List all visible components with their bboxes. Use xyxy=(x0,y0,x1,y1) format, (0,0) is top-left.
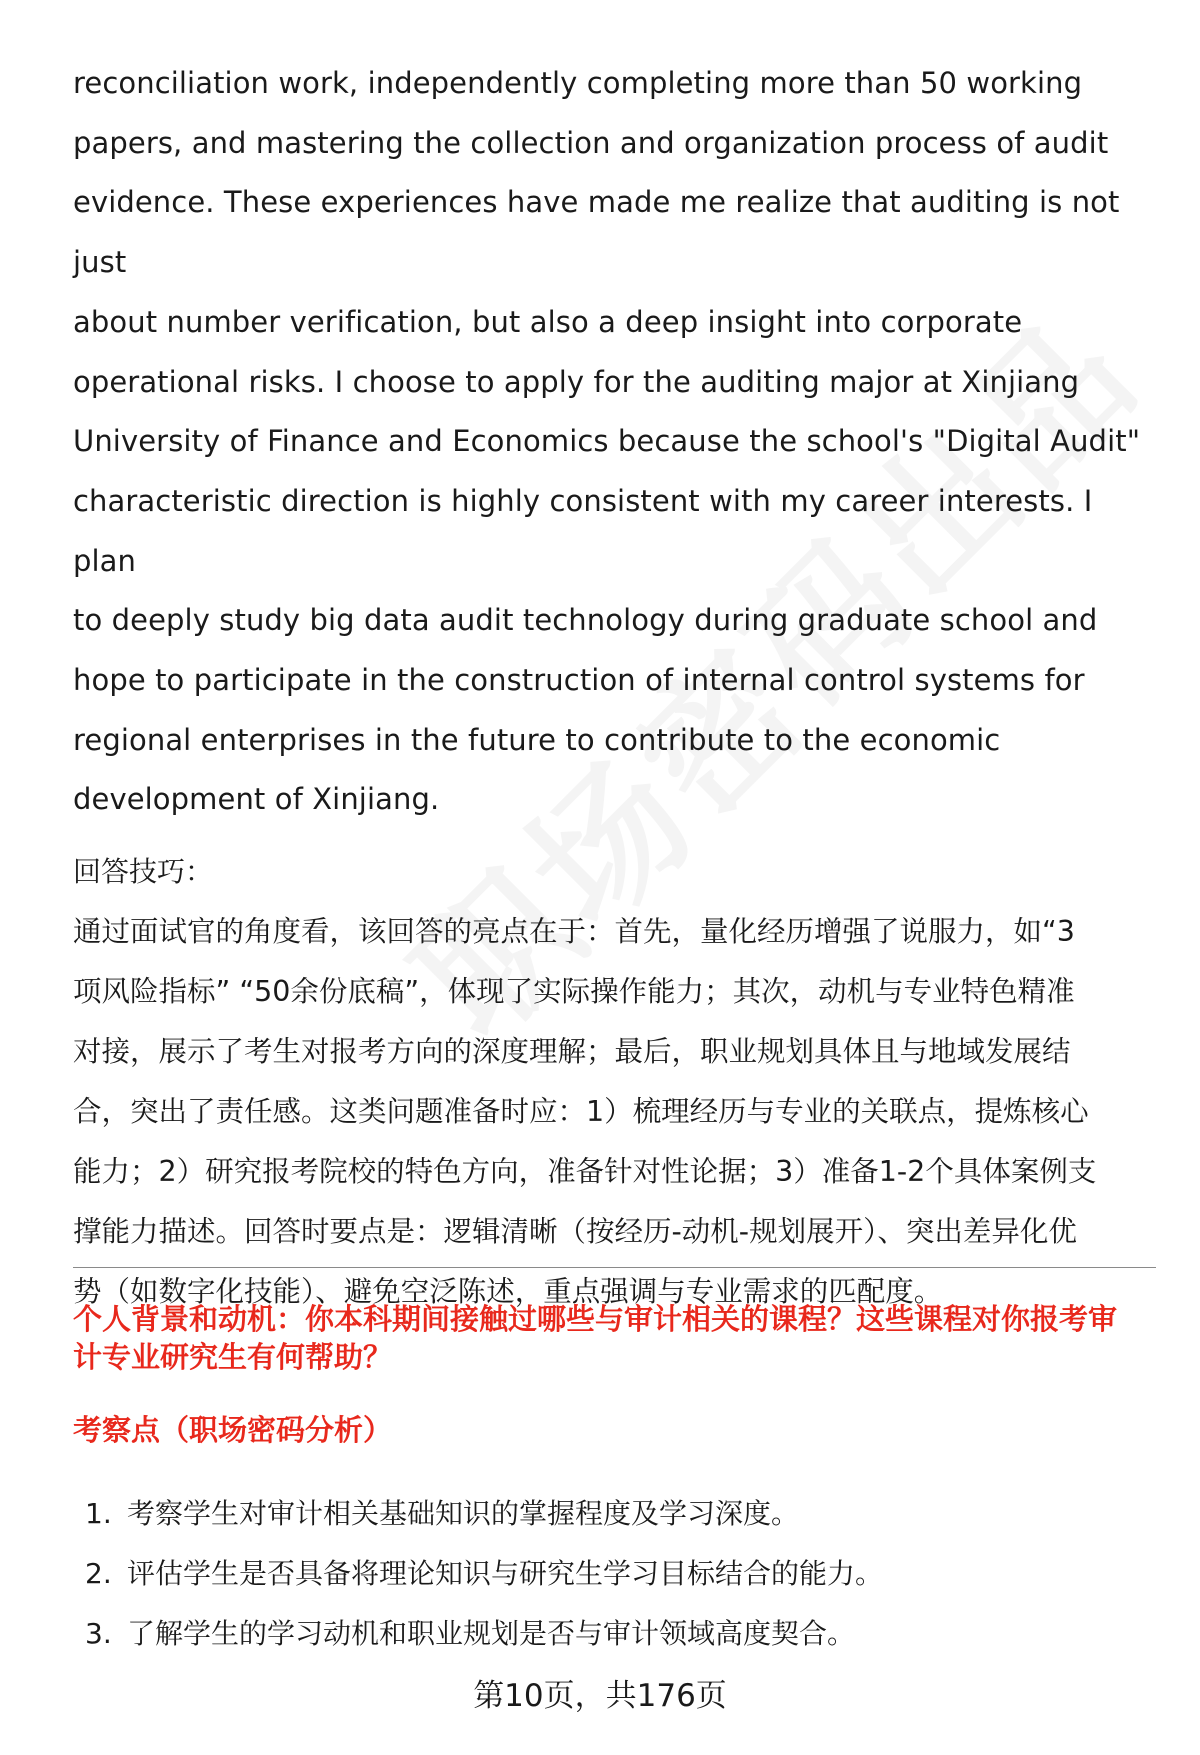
paragraph-line: reconciliation work, independently completing more than 50 working xyxy=(73,66,1083,100)
tips-line: 项风险指标” “50余份底稿”，体现了实际操作能力；其次，动机与专业特色精准 xyxy=(73,975,1075,1009)
paragraph-line: regional enterprises in the future to contribute to the economic xyxy=(73,722,1001,757)
main-content xyxy=(73,54,1153,1322)
list-item-text: 评估学生是否具备将理论知识与研究生学习目标结合的能力。 xyxy=(127,1557,884,1590)
page-number: 第10页，共176页 xyxy=(473,1678,727,1714)
tips-paragraph xyxy=(73,902,1153,1322)
paragraph-line: development of Xinjiang. xyxy=(73,782,440,817)
paragraph-line: hope to participate in the construction of internal control systems for xyxy=(73,663,1085,698)
question-line: 个人背景和动机：你本科期间接触过哪些与审计相关的课程？这些课程对你报考审 xyxy=(73,1302,1118,1336)
paragraph-line: characteristic direction is highly consistent with my career interests. I plan xyxy=(73,483,1093,578)
list-item-text: 考察学生对审计相关基础知识的掌握程度及学习深度。 xyxy=(127,1497,800,1530)
tips-line: 对接，展示了考生对报考方向的深度理解；最后，职业规划具体且与地域发展结 xyxy=(73,1035,1071,1069)
paragraph-line: to deeply study big data audit technology during graduate school and xyxy=(73,603,1098,638)
question-heading xyxy=(73,1300,1158,1376)
tips-line: 合，突出了责任感。这类问题准备时应：1）梳理经历与专业的关联点，提炼核心 xyxy=(73,1095,1089,1129)
tips-line: 通过面试官的角度看，该回答的亮点在于：首先，量化经历增强了说服力，如“3 xyxy=(73,915,1075,949)
list-item-number: 2. xyxy=(85,1557,112,1590)
list-item-text: 了解学生的学习动机和职业规划是否与审计领域高度契合。 xyxy=(127,1617,856,1650)
question-line: 计专业研究生有何帮助？ xyxy=(73,1340,393,1374)
list-item xyxy=(85,1544,883,1604)
paragraph-line: University of Finance and Economics because the school's "Digital Audit" xyxy=(73,424,1141,459)
paragraph-line: evidence. These experiences have made me realize that auditing is not just xyxy=(73,185,1120,280)
tips-label: 回答技巧： xyxy=(73,855,214,889)
tips-line: 撑能力描述。回答时要点是：逻辑清晰（按经历-动机-规划展开）、突出差异化优 xyxy=(73,1215,1077,1249)
list-item-number: 3. xyxy=(85,1617,112,1650)
english-answer-paragraph xyxy=(73,54,1153,830)
paragraph-line: operational risks. I choose to apply for the auditing major at Xinjiang xyxy=(73,364,1080,399)
paragraph-line: papers, and mastering the collection and organization process of audit xyxy=(73,125,1109,160)
list-item xyxy=(85,1484,883,1544)
tips-line: 能力；2）研究报考院校的特色方向，准备针对性论据；3）准备1-2个具体案例支 xyxy=(73,1155,1097,1189)
tips-line: 势（如数字化技能）、避免空泛陈述，重点强调与专业需求的匹配度。 xyxy=(73,1275,943,1309)
section-heading: 考察点（职场密码分析） xyxy=(73,1413,393,1447)
paragraph-line: about number verification, but also a deep insight into corporate xyxy=(73,304,1023,339)
list-item-number: 1. xyxy=(85,1497,112,1530)
points-list xyxy=(85,1484,883,1664)
section-divider xyxy=(73,1267,1156,1268)
list-item xyxy=(85,1604,883,1664)
